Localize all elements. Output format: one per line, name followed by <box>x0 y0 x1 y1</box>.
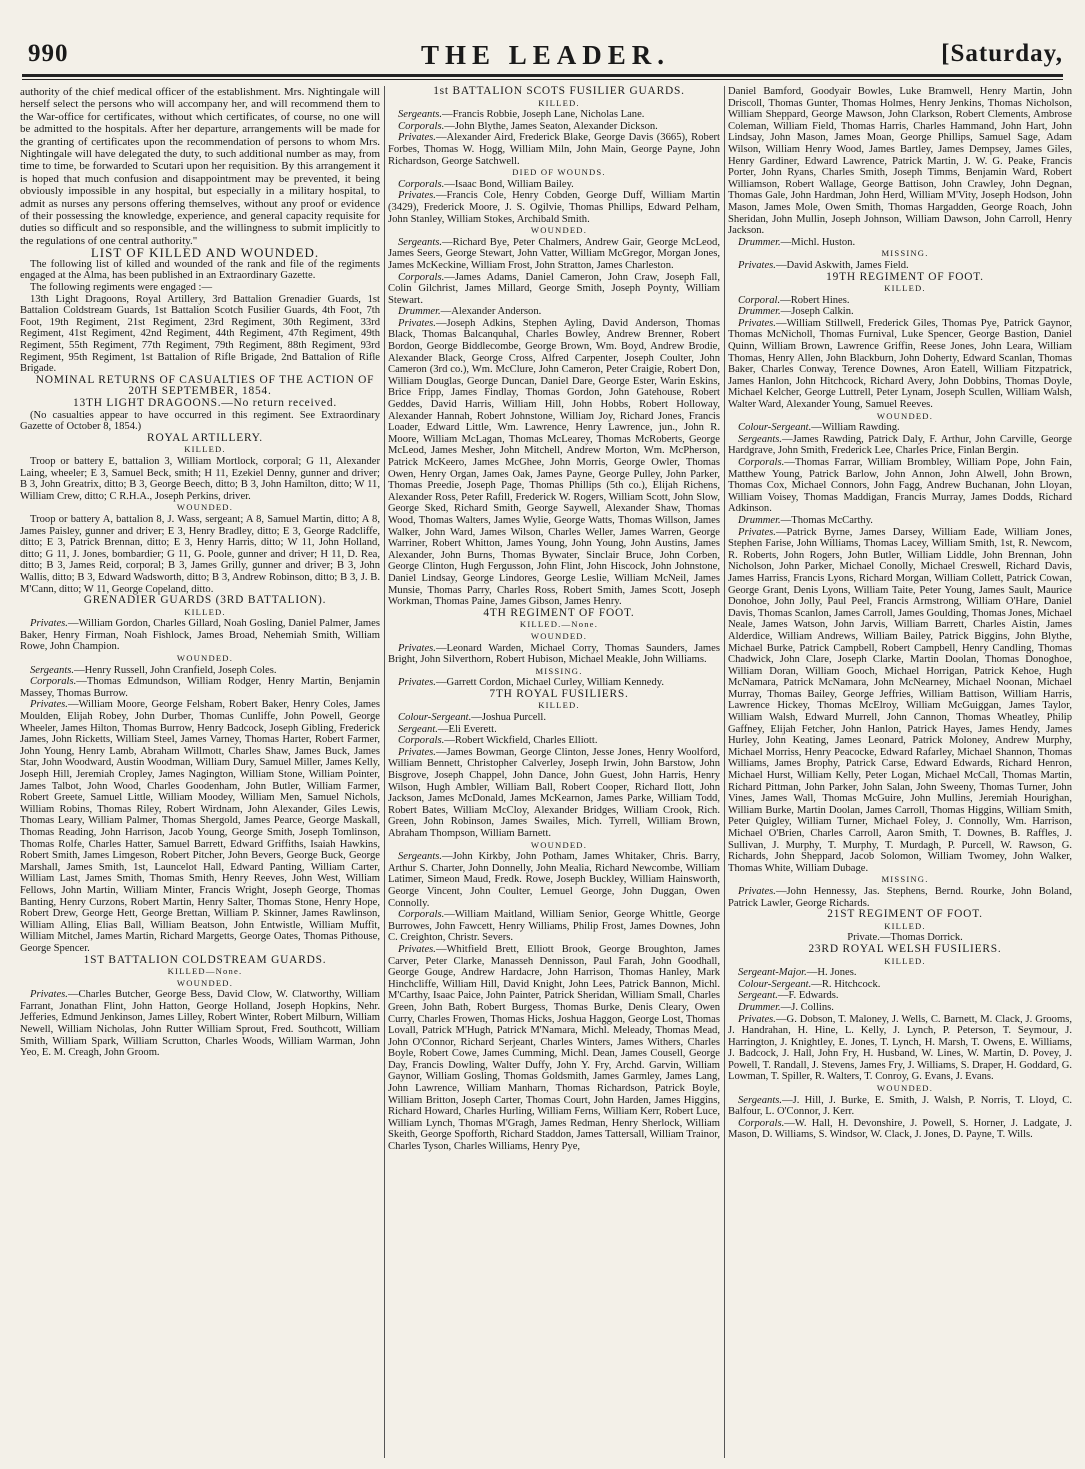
wounded-label: WOUNDED. <box>176 502 234 513</box>
scots-wounded-corporals: Corporals.—James Adams, Daniel Cameron, John Craw, Joseph Fall, Colin Gilchrist, James Millard, George Smith, Joseph Poynty, William Stewart. <box>388 271 720 306</box>
coldstream-wounded-privates: Privates.—Charles Butcher, George Bess, David Clow, W. Clatworthy, William Farrant, Jonathan Flint, John Hatton, George Holland, Joseph Hopkins, Nehr. Jefferies, Edmund Jenkinson, James Lilley, Robert Winter, Robert Milburn, William Newell, William Nicholas, John Rutter William Sprout, Fred. Southcott, William Smith, William Spark, William Scrutton, Charles Woods, William Warman, John Yeo, E. M. Creagh, John Groom. <box>20 989 380 1059</box>
scots-wounded-drummer: Drummer.—Alexander Anderson. <box>398 306 542 318</box>
wounded-label: WOUNDED. <box>530 839 588 850</box>
page-number: 990 <box>28 40 69 67</box>
fusiliers-missing-privates: Privates.—David Askwith, James Field. <box>738 259 909 271</box>
wounded-label: WOUNDED. <box>176 977 234 988</box>
fourth-foot-missing-privates: Privates.—Garrett Cordon, Michael Curley, William Kennedy. <box>398 677 665 689</box>
nineteenth-wounded-colour-sergeant: Colour-Sergeant.—William Rawding. <box>738 422 900 434</box>
welsh-killed-sergeant: Sergeant.—F. Edwards. <box>738 990 839 1002</box>
killed-label: KILLED. <box>884 955 926 966</box>
grenadier-wounded-sergeants: Sergeants.—Henry Russell, John Cranfield, Joseph Coles. <box>30 664 277 676</box>
killed-label: KILLED. <box>884 283 926 294</box>
scots-wounded-privates: Privates.—Joseph Adkins, Stephen Ayling, David Anderson, Thomas Black, Thomas Balcanquhal, Charles Bowley, Andrew Brenner, Robert Bordon, George Biddlecombe, George Brown, Wm. Boyd, Andrew Brodie, Alexander Black, George Cross, Alfred Carpenter, Joseph Coulter, John Cameron (3rd co.), Wm. McClure, John Cameron, Peter Craigie, Robert Don, William Douglas, George Duncan, Daniel Dare, George Ester, Warin Eskins, Brice Fripp, James Findlay, Thomas Gordon, John Gatehouse, Robert Geddes, David Harris, William Hill, John Hobbs, Robert Holloway, Alexander Hannah, Robert Johnstone, William Joy, Richard Jones, Francis Loader, Edward Little, Wm. Lawrence, Henry Lawrence, jun., John R. Moore, William McLagan, Thomas McLearey, Thomas McRoberts, George McLeod, James Mesher, John Mitchell, Andrew Morton, Wm. McPherson, Patrick McKeero, James McGhee, John Morris, George Owler, Thomas Owen, Henry Organ, James Oak, James Payne, George Pulley, John Parker, Thomas Preedie, Joseph Page, Thomas Phillips (5th co.), Elijah Richens, Alexander Ross, Peter Rafill, Frederick W. Rogers, William Scott, John Slow, George Sked, Richard Smith, George Saywell, Alexander Shaw, Thomas Wood, Thomas Walters, James Wylie, George Watts, Thomas Willson, James Walker, John Ward, James Wilson, Charles Weller, James Warren, George Warriner, Robert Whitton, James Young, John Young, John Austins, James Alexander, John Burns, Thomas Bywater, Sinclair Bruce, John Corben, George Clinton, Hugh Fergusson, John Flint, John Hiscock, John Johnstone, Daniel Lindsay, George Lindores, George Leslie, William McNeil, James Munsie, Thomas Parry, Charles Ross, Robert Smith, James Scott, Joseph Workman, Thomas Paine, James Gibson, James Henry. <box>388 317 720 608</box>
missing-label: MISSING. <box>535 665 583 676</box>
welsh-killed-privates: Privates.—G. Dobson, T. Maloney, J. Wells, C. Barnett, M. Clack, J. Grooms, J. Handrahan, H. Hine, L. Kelly, J. Lynch, P. Peterson, T. Seymour, J. Harrington, J. Knightley, E. Jones, T. Lynch, H. Marsh, T. Owens, E. Williams, J. Badcock, J. Hall, John Fry, H. Husband, W. Lines, W. Martin, D. Povey, J. Powell, T. Randall, J. Stevens, James Fry, J. Williams, S. Draper, H. Goddard, G. Lowman, T. Spiller, R. Walters, T. Conroy, G. Evans, J. Evans. <box>728 1013 1072 1083</box>
nineteenth-killed-privates: Privates.—William Stillwell, Frederick Giles, Thomas Pye, Patrick Gaynor, Thomas McNicholl, Thomas Furnival, Luke Spencer, George Bastion, Daniel Quinn, William Brown, Lawrence Griffin, Reese Jones, John Leara, William Thomas, Henry Allen, John Blackburn, John Doherty, Edward Scanlan, Thomas Baker, Charles Conway, Terence Downes, Aron Eatell, William Fitzpatrick, James Hanlon, John Hitchcock, Richard Avery, John Dobbins, Thomas Doyle, Michael Kelcher, George Luttrell, Peter Lynam, Joseph Scullen, William Walsh, Walter Ward, Alexander Young, Samuel Reeves. <box>728 317 1072 411</box>
dragoons-note: (No casualties appear to have occurred in this regiment. See Extraordinary Gazette of October 8, 1854.) <box>20 409 380 433</box>
nineteenth-killed-drummer: Drummer.—Joseph Calkin. <box>738 306 854 318</box>
nightingale-paragraph: authority of the chief medical officer of the establishment. Mrs. Nightingale will herself select the persons who will accompany her, and will recommend them to the War-office for certificates, without which certificates, of course, no one will be admitted to the hospitals. After her departure, arrangements will be made for the granting of certificates upon the recommendation of persons to whom Mrs. Nightingale will have delegated the duty, to such additional number as may, from time to time, be forwarded to Scutari upon her requisition. By this arrangement it is hoped that much confusion and disappointment may be prevented, it being obviously impossible in any hospital, but especially in a military hospital, to admit as nurses any persons offering themselves, without any proof or evidence of their possessing the knowledge, experience, and general capacity requisite for duties so difficult and so responsible, and the willingness to submit implicitly to the regulations of one central authority." <box>20 86 380 247</box>
wounded-label: WOUNDED. <box>176 653 234 664</box>
dragoons-heading: 13TH LIGHT DRAGOONS.—No return received. <box>73 397 337 409</box>
twenty-first-killed-private: Private.—Thomas Dorrick. <box>847 932 963 944</box>
welsh-killed-sergeant-major: Sergeant-Major.—H. Jones. <box>738 967 857 979</box>
regiments-list: 13th Light Dragoons, Royal Artillery, 3rd Battalion Grenadier Guards, 1st Battalion Coldstream Guards, 1st Battalion Scotch Fusilier Guards, 4th Foot, 7th Foot, 19th Regiment, 21st Regiment, 23rd Regiment, 30th Regiment, 33rd Regiment, 41st Regiment, 42nd Regiment, 44th Regiment, 47th Regiment, 49th Regiment, 55th Regiment, 77th Regiment, 79th Regiment, 88th Regiment, 93rd Regiment, 95th Regiment, 1st Battalion of Rifle Brigade, 2nd Battalion of Rifle Brigade. <box>20 293 380 375</box>
missing-label: MISSING. <box>881 874 929 885</box>
regiments-intro: The following regiments were engaged :— <box>30 282 213 294</box>
grenadier-wounded-privates: Privates.—William Moore, George Felsham, Robert Baker, Henry Coles, James Moulden, Elijah Robey, John Durber, Thomas Cunliffe, John Powell, George Wheeler, James Hilton, Thomas Burrow, Henry Badcock, Joseph Gibling, Frederick James, John Ricketts, William Steel, James Varney, Thomas Harter, Robert Farmer, John Young, Henry Lamb, Abraham Willmott, Charles Shaw, James Buck, James Star, John Woodward, Austin Woodman, William Dury, Samuel Miller, James Kelly, Joseph Hill, Jeremiah Cropley, James Nagington, William Stone, William Pointer, James Talbot, John Wood, Charles Goodenham, John Butler, William Farmer, Robert Greete, Samuel Little, William Moodey, William Men, Samuel Nichols, William Robins, Thomas Riley, Robert Wirdnam, John Alexander, Giles Lewis, Thomas Leary, William Palmer, Thomas Shergold, James Pearce, George Maskall, Thomas Reading, John Harrison, Jacob Young, George Smith, Joseph Tomlinson, Thomas Rolfe, Charles Hatter, Samuel Barrett, Edward Griffiths, Isaiah Hawkins, Robert Smith, James Limgeson, Robert Pitcher, John Bevers, George Buck, George Marshall, James Smith, 1st, Launcelot Hall, Edward Panting, William Carter, William Last, James Smith, Thomas Smith, Henry Reeves, John West, William Fellows, John Martin, William Minter, Francis Wright, Joseph George, Thomas Banting, Henry Curzons, Robert Martin, Henry Salter, Thomas Stone, Henry Hope, Robert Drew, George Hett, George Brettan, William P. Skinner, James Rawlinson, William Alling, Elias Ball, William Beatson, John Entwistle, William Muffit, William Mitchel, James Martin, Richard Margetts, George Oates, Thomas Pithouse, George Spencer. <box>20 699 380 954</box>
nineteenth-wounded-corporals: Corporals.—Thomas Farrar, William Brombley, William Pope, John Fain, Matthew Young, Patrick Barlow, John Annon, John Alwell, John Brown, Thomas Cox, Michael Connors, John Fagg, Andrew Buchanan, John Lloyan, William Voisey, Thomas Maddigan, Francis Murray, James Dodds, Richard Adkinson. <box>728 457 1072 515</box>
masthead <box>28 40 1063 72</box>
killed-label: KILLED. <box>538 97 580 108</box>
column-divider <box>724 86 725 1458</box>
coldstream-killed-none: KILLED—None. <box>167 966 243 977</box>
killed-label: KILLED. <box>184 444 226 455</box>
scots-died-privates: Privates.—Francis Cole, Henry Cobden, George Duff, William Martin (3429), Frederick Moore, J. S. Ogilvie, Thomas Phillips, Edward Pelham, John Stanley, William Stokes, Archibald Smith. <box>388 190 720 225</box>
grenadier-killed: Privates.—William Gordon, Charles Gillard, Noah Gosling, Daniel Palmer, James Baker, Henry Firman, Noah Fishlock, James Broad, Nehemiah Smith, William Rowe, John Champion. <box>20 618 380 653</box>
column-divider <box>384 86 385 1458</box>
grenadier-heading: GRENADIER GUARDS (3RD BATTALION). <box>83 594 327 607</box>
fourth-foot-heading: 4TH REGIMENT OF FOOT. <box>483 606 635 619</box>
welsh-killed-drummer: Drummer.—J. Collins. <box>738 1001 834 1013</box>
column-2 <box>388 86 720 1458</box>
fourth-foot-killed-none: KILLED.—None. <box>519 619 599 630</box>
fusiliers-killed-corporals: Corporals.—Robert Wickfield, Charles Elliott. <box>398 735 598 747</box>
nineteenth-wounded-privates: Privates.—Patrick Byrne, James Darsey, William Eade, William Jones, Stephen Farise, John Williams, Thomas Lacey, William Smith, 1st, R. Newcom, R. Roberts, John Rogers, John Butler, William Liddle, John Brennan, John Nicholson, John Parker, Michael Conolly, Michael Creswell, Richard Davis, James Harriss, Francis Lyons, Richard Morgan, William Collett, Patrick Cowan, George Grant, Denis Lyons, William Taite, Peter Young, James Sault, Maurice Donohoe, John Jolly, Paul Peel, Francis Armstrong, William O'Hare, Daniel Davis, Thomas Scanlon, James Carroll, James Goulding, Thomas Jones, Michael Neale, James Watson, John Jarvis, William Barrett, Charles Aistin, James Alderdice, William Andrews, William Bailey, Patrick Biggins, John Blythe, Michael Burke, Patrick Campbell, Robert Campbell, Henry Candling, Thomas Chadwick, John Clare, Joseph Clarke, Martin Doolan, Thomas Donoghoe, William Doran, William Gooch, Michael Horrigan, Patrick Kehoe, Hugh McNamara, Patrick McNamara, John McNearney, Michael Noonan, Michael Murray, Thomas Bailey, George Jeffries, William Battison, William Harris, Lawrence Hickey, Thomas McElroy, William McGuiggan, James Taylor, William Walsh, Edward Murrell, John Cannon, Thomas Wheatley, Philip Gaffney, Elijah Fetcher, John Hanlon, Patrick Hayes, James Hendy, James Hurley, John Keating, James Leonard, Patrick Moloney, Andrew Murphy, Michael Morriss, Henry Peacocke, Edward Rafarley, Michael Shannon, Thomas Williams, James Brophy, Patrick Carse, Edward Edwards, Richard Henron, Michael Hurst, William Kelly, Peter Logan, Michael McCall, Thomas Martin, Richard Pittman, John Parker, John Salan, John Sweeny, Thomas Turner, John Vines, James Wall, Thomas McGuire, John Mullins, Jeremiah Hourighan, William Burke, Martin Doolan, James Carroll, Thomas Higgins, William Smith, Peter Quigley, William Turner, Michael Foley, J. Connolly, Wm. Harrison, Michael O'Brien, Charles Carroll, Aaron Smith, T. Downes, B. Raffles, J. Sullivan, J. Murphy, T. Murphy, T. Murdagh, P. Purcell, W. Rawson, G. Richards, John Sheppard, Jacob Solomon, William Twomey, John Walker, Thomas White, William Dubage. <box>728 526 1072 874</box>
wounded-label: WOUNDED. <box>876 1083 934 1094</box>
scots-killed-corporals: Corporals.—John Blythe, James Seaton, Alexander Dickson. <box>398 120 658 132</box>
artillery-killed: Troop or battery E, battalion 3, William Mortlock, corporal; G 11, Alexander Laing, wheeler; E 3, Samuel Beck, smith; H 11, Ezekiel Denny, gunner and driver; B 3, John Greatrix, ditto; B 3, George Beech, ditto; B 3, John Hamilton, ditto; W 11, William Crew, ditto; C R.H.A., Joseph Perkins, driver. <box>20 455 380 502</box>
wounded-label: WOUNDED. <box>530 225 588 236</box>
died-of-wounds-label: DIED OF WOUNDS. <box>512 167 606 178</box>
killed-label: KILLED. <box>884 920 926 931</box>
nineteenth-missing-privates: Privates.—John Hennessy, Jas. Stephens, Bernd. Rourke, John Boland, Patrick Lawler, George Richards. <box>728 885 1072 909</box>
welsh-wounded-sergeants: Sergeants.—J. Hill, J. Burke, E. Smith, J. Walsh, P. Norris, T. Lloyd, C. Balfour, L. O'Connor, J. Kerr. <box>728 1094 1072 1118</box>
killed-label: KILLED. <box>538 700 580 711</box>
grenadier-wounded-corporals: Corporals.—Thomas Edmundson, William Rodger, Henry Martin, Benjamin Massey, Thomas Burrow. <box>20 676 380 699</box>
returns-heading: NOMINAL RETURNS OF CASUALTIES OF THE ACTION OF 20TH SEPTEMBER, 1854. <box>35 373 375 398</box>
welsh-killed-colour-sergeant: Colour-Sergeant.—R. Hitchcock. <box>738 978 881 990</box>
fusiliers-killed-privates: Privates.—James Bowman, George Clinton, Jesse Jones, Henry Woolford, William Bennett, Christopher Calverley, Joseph Irwin, John Barstow, John Bisgrove, Joseph Chappel, John Dance, John Guest, John Harris, Henry Wilson, Hugh Ambler, William Ball, Robert Cooper, Richard Ilott, John Jackson, James McDonald, James McKearnon, James Parke, William Todd, Robert Bates, William McCloy, Alexander Bridges, William Crook, Rich. Green, John Robinson, James Swailes, Mich. Tyrrell, William Brown, Abraham Thompson, William Barnett. <box>388 746 720 839</box>
twenty-first-foot-heading: 21ST REGIMENT OF FOOT. <box>827 908 983 921</box>
coldstream-heading: 1ST BATTALION COLDSTREAM GUARDS. <box>83 953 327 966</box>
nineteenth-foot-heading: 19TH REGIMENT OF FOOT. <box>826 270 984 283</box>
fusiliers-wounded-continued: Daniel Bamford, Goodyair Bowles, Luke Bramwell, Henry Martin, John Driscoll, Thomas Gunter, Thomas Holmes, Henry Jenkins, Thomas Nicholson, William Sheppard, George Mawson, John Clarkson, Robert Clements, Ambrose Coleman, William Field, Thomas Harris, Charles Hammand, John Hart, John Lindsay, John Mason, James Moan, George Phillips, Samuel Sage, Adam Wilson, William Henry Wood, James Bartley, James Dempsey, James Giles, Henry Gardiner, Edward Lawrence, Patrick Martin, J. W. G. Peake, Francis Porter, John Ryans, Charles Smith, Joseph Timms, Benjamin Ward, Robert Williamson, Robert Wallage, George Battison, John Crawley, John Degnan, Thomas Gale, John Hardman, John Herd, William M'Vity, Joseph Hodson, John Mason, James Mole, Owen Smith, Thomas Hargadden, George Roach, John Sheridan, John Mullin, Joseph Johnson, William Dawson, John Carroll, Henry Jackson. <box>728 86 1072 237</box>
issue-day: [Saturday, <box>941 40 1063 67</box>
scots-died-corporals: Corporals.—Isaac Bond, William Bailey. <box>398 178 574 190</box>
fusiliers-wounded-sergeants: Sergeants.—John Kirkby, John Potham, James Whitaker, Chris. Barry, Arthur S. Charter, John Donnelly, John Mealia, Richard Newcombe, William Latimer, Simeon Maud, Fredk. Rowe, Joseph Buckley, William Hainsworth, George Vincent, John Coulter, Lemuel George, John Duggan, Owen Connolly. <box>388 851 720 909</box>
artillery-wounded: Troop or battery A, battalion 8, J. Wass, sergeant; A 8, Samuel Martin, ditto; A 8, James Paisley, gunner and driver; E 3, Henry Bradley, ditto; E 3, George Radcliffe, ditto; E 3, Patrick Brennan, ditto; E 3, Henry Harris, ditto; W 11, John Holland, ditto; G 11, J. Jones, bombardier; G 11, G. Poole, gunner and driver; H 11, D. Rea, ditto; B 3, James Reid, corporal; B 3, James Grilly, gunner and driver; B 3, John Wallis, ditto; B 3, Edward Wadsworth, ditto; B 3, Andrew Robinson, ditto; B 3, J. B. M'Cann, ditto; W 11, George Copeland, ditto. <box>20 513 380 595</box>
scots-fusiliers-heading: 1st BATTALION SCOTS FUSILIER GUARDS. <box>433 86 685 97</box>
list-intro: The following list of killed and wounded of the rank and file of the regiments engaged at the Alma, has been published in an Extraordinary Gazette. <box>20 258 380 282</box>
wounded-label: WOUNDED. <box>530 630 588 641</box>
scots-wounded-sergeants: Sergeants.—Richard Bye, Peter Chalmers, Andrew Gair, George McLeod, James Seers, George Stewart, John Vatter, William McGregor, Morgan Jones, James McKeckine, William Frost, John Stratton, James Charleston. <box>388 236 720 271</box>
nineteenth-wounded-drummer: Drummer.—Thomas McCarthy. <box>738 514 873 526</box>
missing-label: MISSING. <box>881 248 929 259</box>
masthead-rule-thin <box>22 79 1063 80</box>
fourth-foot-wounded-privates: Privates.—Leonard Warden, Michael Corry, Thomas Saunders, James Bright, John Silverthorn, Robert Hubison, Michael Meakle, John Williams. <box>388 642 720 666</box>
fusiliers-killed-colour-sergeant: Colour-Sergeant.—Joshua Purcell. <box>398 712 547 724</box>
fusiliers-wounded-corporals: Corporals.—William Maitland, William Senior, George Whittle, George Burrowes, John Fawcett, Henry Williams, Philip Frost, James Downes, John C. Creighton, Christr. Severs. <box>388 909 720 944</box>
column-1 <box>20 86 380 1458</box>
killed-label: KILLED. <box>184 606 226 617</box>
nineteenth-killed-corporal: Corporal.—Robert Hines. <box>738 294 850 306</box>
fusiliers-wounded-drummer: Drummer.—Michl. Huston. <box>738 236 856 248</box>
scots-killed-sergeants: Sergeants.—Francis Robbie, Joseph Lane, Nicholas Lane. <box>398 109 645 121</box>
column-3 <box>728 86 1072 1458</box>
welsh-fusiliers-heading: 23RD ROYAL WELSH FUSILIERS. <box>808 942 1002 955</box>
masthead-rule <box>22 74 1063 77</box>
fusiliers-wounded-privates: Privates.—Whitfield Brett, Elliott Brook, George Broughton, James Carver, Peter Clarke, Manasseh Dennisson, Paul Farah, John Goodhall, George Gouge, Andrew Hardacre, John Harrison, Thomas Hanley, Mark Hinchcliffe, William Hill, David Knight, John Lees, Patrick Bannon, Michl. M'Carthy, Isaac Paice, John Painter, Patrick Sheridan, William Small, Charles Green, John Bath, Robert Burgess, Thomas Burke, Denis Cleary, Owen Curry, Charles Frowen, Thomas Hicks, Joshua Haggon, George Lost, Thomas Lovall, Patrick M'Hugh, Patrick M'Namara, Michl. Meleady, Thomas Mead, John O'Connor, Richard Serjeant, Charles Winters, James Withers, Charles Boyle, Robert Cowe, James Cumming, Michl. Dean, James Cousell, George Day, Francis Dowling, Walter Duffy, John Y. Fry, Archd. Garvin, William Gaynor, William Gosling, Thomas Goldsmith, James Garmley, James Lang, John Lawrence, William Manharn, Thomas Richardson, Patrick Boyle, William Britton, Joseph Carter, Thomas Court, John Harden, James Higgins, Richard Howard, Charles Hurling, William Ferns, William Kerr, Robert Luce, William Lynch, Thomas M'Gragh, James Redman, Henry Sherlock, William Skeith, George Spofforth, Richard Staddon, James Tattersall, William Trainor, Charles Tyson, Charles Williams, Henry Pye, <box>388 943 720 1153</box>
artillery-heading: ROYAL ARTILLERY. <box>147 431 263 444</box>
welsh-wounded-corporals: Corporals.—W. Hall, H. Devonshire, J. Powell, S. Horner, J. Ladgate, J. Mason, D. Williams, S. Windsor, W. Clack, J. Jones, D. Payne, T. Wills. <box>728 1117 1072 1141</box>
wounded-label: WOUNDED. <box>876 410 934 421</box>
nineteenth-wounded-sergeants: Sergeants.—James Rawding, Patrick Daly, F. Arthur, John Carville, George Hardgrave, John Smith, Frederick Lee, Charles Price, Finlan Bergin. <box>728 433 1072 457</box>
list-heading: LIST OF KILLED AND WOUNDED. <box>90 245 320 261</box>
seventh-fusiliers-heading: 7TH ROYAL FUSILIERS. <box>489 687 629 700</box>
fusiliers-killed-sergeant: Sergeant.—Eli Everett. <box>398 723 497 735</box>
newspaper-title: THE LEADER. <box>420 40 671 70</box>
scots-killed-privates: Privates.—Alexander Aird, Frederick Blake, George Davis (3665), Robert Forbes, Thomas W. Hogg, William Miln, John Main, George Payne, John Richardson, George Satchwell. <box>388 132 720 167</box>
